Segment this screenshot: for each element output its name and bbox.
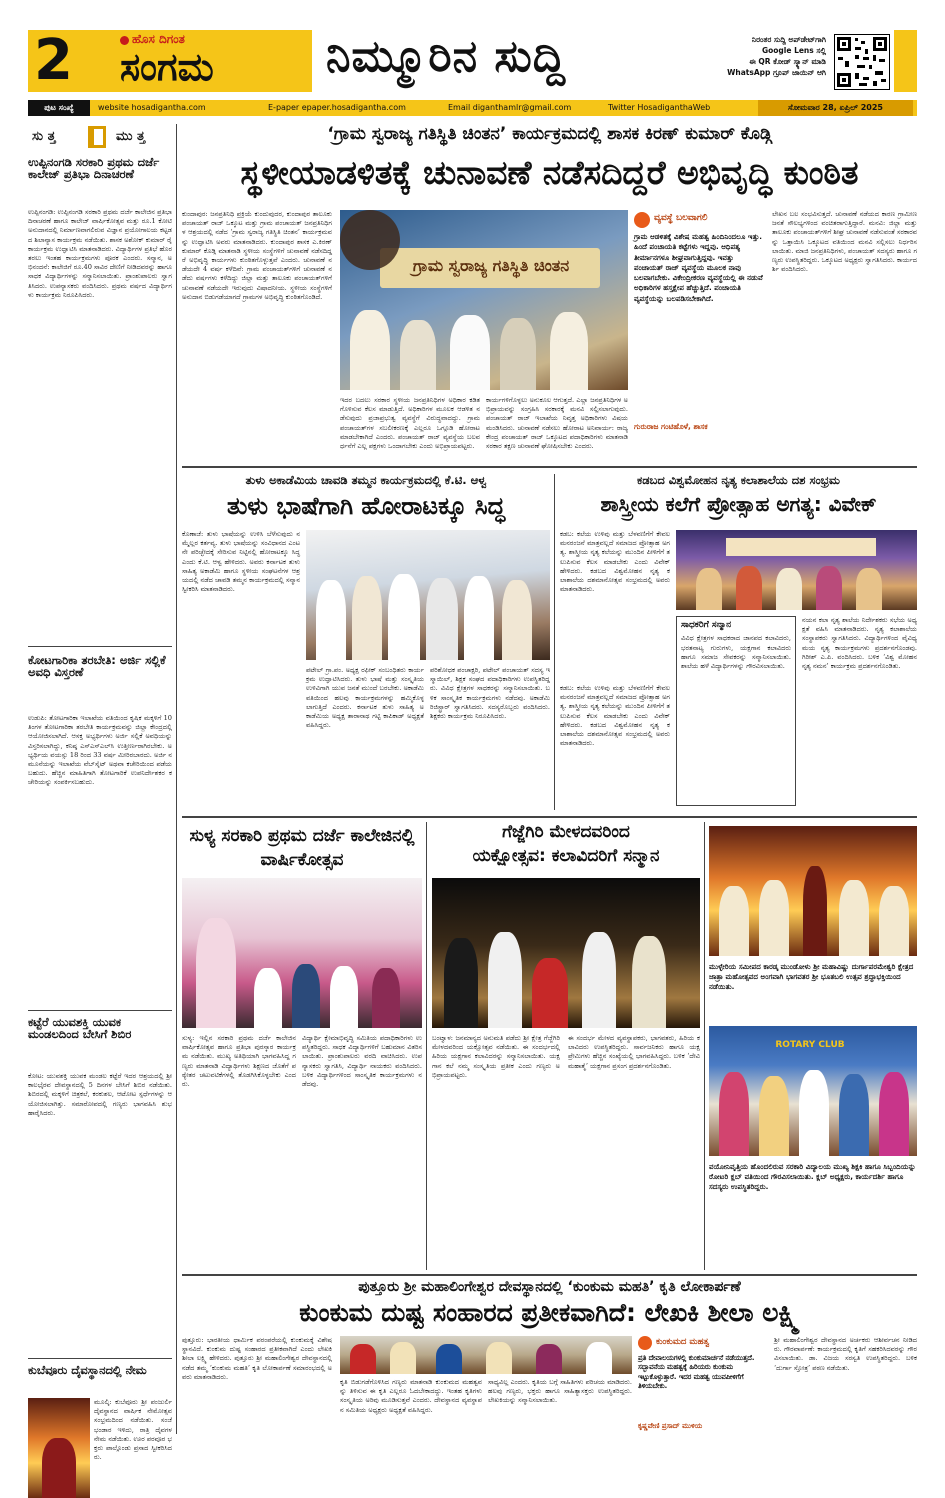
tulu-body-col3: ಪರಿಶೋಧಕ ಪಂಚಾಕ್ಷರಿ, ಪಟೇಲ್ ಪಂಚಾಯತ್ ಸದಸ್ಯ ಇಸ್ಮಾಯಿಲ್, ಶಿಕ್ಷಕ ಸಂಘದ ಪದಾಧಿಕಾರಿಗಳು ಉಪಸ್ಥಿತರಿದ್ದರು. ವಿವಿಧ ಕ್ಷೇತ್ರಗಳ ಸಾಧಕರನ್ನು ಸನ್ಮಾನಿಸಲಾಯಿತು. ಬಳಿಕ ಸಾಂಸ್ಕೃತಿಕ ಕಾರ್ಯಕ್ರಮಗಳು ನಡೆದವು. ಅಕಾಡೆಮಿ ರಿಜಿಸ್ಟ್ರಾರ್ ಸ್ವಾಗತಿಸಿದರು. ಸದಸ್ಯರೊಬ್ಬರು ವಂದಿಸಿದರು. ಶಿಕ್ಷಕರು ಕಾರ್ಯಕ್ರಮ ನಿರೂಪಿಸಿದರು. <box>430 666 550 721</box>
banner-text: ಗ್ರಾಮ ಸ್ವರಾಜ್ಯ ಗತಿಸ್ಥಿತಿ ಚಿಂತನ <box>412 256 570 275</box>
column-rule <box>554 474 555 810</box>
story-kunkuma <box>182 1278 917 1434</box>
lead-body-col3: ಕಾರ್ಯಗಳಿಗೊಳ್ಳಲು ಅನುಕೂಲ ಆಗುತ್ತದೆ. ಎಲ್ಲಾ ಜನಪ್ರತಿನಿಧಿಗಳ ಅಭಿಪ್ರಾಯವನ್ನು ಸಂಗ್ರಹಿಸಿ ಸರಕಾರಕ್ಕೆ ಮನವಿ ಸಲ್ಲಿಸಲಾಗುವುದು. ಪಂಚಾಯತ್ ರಾಜ್ ಇಲಾಖೆಯ ನಿವೃತ್ತ ಅಧಿಕಾರಿಗಳು ವಿಷಯ ಮಂಡಿಸಿದರು. ಚುನಾವಣೆ ನಡೆಸಲು ಹೋರಾಟ ಅನಿವಾರ್ಯ: ರಾಜ್ಯ ಕೇಂದ್ರ ಪಂಚಾಯತ್ ರಾಜ್ ಒಕ್ಕೂಟದ ಪದಾಧಿಕಾರಿಗಳು ಮಾತನಾಡಿ ಸರಕಾರ ತಕ್ಷಣ ಚುನಾವಣೆ ಘೋಷಿಸಬೇಕು ಎಂದರು. <box>486 396 628 451</box>
column-rule <box>426 822 427 1270</box>
sullia-photo <box>182 878 422 1028</box>
dance-body-col1b: ಕಡಬ: ಕಲೆಯ ಉಳಿವು ಮತ್ತು ಬೆಳವಣಿಗೆಗೆ ಕೇವಲ ಮನರಂಜನೆ ಮಾತ್ರವಲ್ಲದೆ ಸಮಾಜದ ಪ್ರೋತ್ಸಾಹ ಅಗತ್ಯ. ಶಾಸ್ತ್ರೀಯ ನೃತ್ಯ ಕಲೆಯನ್ನು ಮುಂದಿನ ಪೀಳಿಗೆಗೆ ತಲುಪಿಸುವ ಕೆಲಸ ಮಾಡಬೇಕು ಎಂದು ವಿವೇಕ್ ಹೇಳಿದರು. ಕಡಬದ ವಿಶ್ವಮೋಹನ ನೃತ್ಯ ಕಲಾಶಾಲೆಯ ದಶಮಾನೋತ್ಸವ ಸಂಭ್ರಮದಲ್ಲಿ ಅವರು ಮಾತನಾಡಿದರು. <box>560 684 670 748</box>
promo-block <box>696 34 826 78</box>
lead-quote-box <box>634 210 764 458</box>
column-rule <box>704 822 705 1270</box>
sullia-body-col2: ವಿದ್ಯಾರ್ಥಿ ಕ್ಷೇಮಾಭಿವೃದ್ಧಿ ಸಮಿತಿಯ ಪದಾಧಿಕಾರಿಗಳು ಉಪಸ್ಥಿತರಿದ್ದರು. ಸಾಧಕ ವಿದ್ಯಾರ್ಥಿಗಳಿಗೆ ಬಹುಮಾನ ವಿತರಿಸಲಾಯಿತು. ಪ್ರಾಂಶುಪಾಲರು ವರದಿ ವಾಚಿಸಿದರು. ಉಪನ್ಯಾಸಕರು ಸ್ವಾಗತಿಸಿ, ವಿದ್ಯಾರ್ಥಿ ನಾಯಕರು ವಂದಿಸಿದರು. ಬಳಿಕ ವಿದ್ಯಾರ್ಥಿಗಳಿಂದ ಸಾಂಸ್ಕೃತಿಕ ಕಾರ್ಯಕ್ರಮಗಳು ನಡೆದವು. <box>302 1034 422 1089</box>
sidebar-story-body: ಮೂಲ್ಕಿ: ಕುಬೆವೂರು ಶ್ರೀ ಪಂಜುರ್ಲಿ ದೈವಸ್ಥಾನದ ವಾರ್ಷಿಕ ನೇಮೋತ್ಸವ ಸಂಭ್ರಮದಿಂದ ನಡೆಯಿತು. ಸಂಜೆ ಭಂಡಾರ ಇಳಿದು, ರಾತ್ರಿ ದೈವಗಳ ನೇಮ ನಡೆಯಿತು. ಊರ ಪರವೂರ ಭಕ್ತರು ಪಾಲ್ಗೊಂಡು ಪ್ರಸಾದ ಸ್ವೀಕರಿಸಿದರು. <box>94 1398 172 1462</box>
kunkuma-kicker: ಪುತ್ತೂರು ಶ್ರೀ ಮಹಾಲಿಂಗೇಶ್ವರ ದೇವಸ್ಥಾನದಲ್ಲಿ ‘ಕುಂಕುಮ ಮಹತಿ’ ಕೃತಿ ಲೋಕಾರ್ಪಣೆ <box>358 1279 741 1295</box>
qr-code-icon[interactable] <box>834 34 890 90</box>
brand-small: ಹೊಸ ದಿಗಂತ <box>132 32 185 46</box>
sidebar-story-headline: ಉಪ್ಪಿನಂಗಡಿ ಸರಕಾರಿ ಪ್ರಥಮ ದರ್ಜೆ ಕಾಲೇಜ್ ಪ್ರತಿಭಾ ದಿನಾಚರಣೆ <box>28 155 160 182</box>
story-sullia <box>182 822 422 1270</box>
kunkuma-body-col2: ಕೃತಿ ಬಿಡುಗಡೆಗೊಳಿಸಿದ ಗಣ್ಯರು ಮಾತನಾಡಿ ಕುಂಕುಮದ ಮಹತ್ವವನ್ನು ತಿಳಿಸುವ ಈ ಕೃತಿ ಎಲ್ಲರೂ ಓದಬೇಕಾದದ್ದು. ಇಂತಹ ಕೃತಿಗಳು ಸಂಸ್ಕೃತಿಯ ಅರಿವು ಮೂಡಿಸುತ್ತವೆ ಎಂದರು. ದೇವಸ್ಥಾನದ ವ್ಯವಸ್ಥಾಪನ ಸಮಿತಿಯ ಅಧ್ಯಕ್ಷರು ಅಧ್ಯಕ್ಷತೆ ವಹಿಸಿದ್ದರು. <box>340 1378 482 1414</box>
kunkuma-body-col3: ಸಾಧ್ಯವಿಲ್ಲ ಎಂದರು. ಕೃತಿಯ ಬಗ್ಗೆ ಸಾಹಿತಿಗಳು ಪರಿಚಯ ಮಾಡಿದರು. ಹಲವು ಗಣ್ಯರು, ಭಕ್ತರು ಹಾಗೂ ಸಾಹಿತ್ಯಾಸಕ್ತರು ಉಪಸ್ಥಿತರಿದ್ದರು. ಲೇಖಕಿಯನ್ನು ಸನ್ಮಾನಿಸಲಾಯಿತು. <box>488 1378 632 1405</box>
book-icon <box>88 126 106 148</box>
promo-line: WhatsApp ಗ್ರೂಪ್ ಜಾಯಿನ್ ಆಗಿ <box>727 68 826 77</box>
promo-line: ಈ QR ಕೋಡ್ ಸ್ಕ್ಯಾನ್ ಮಾಡಿ <box>749 57 826 66</box>
lead-body-col2: ಇದರ ಬದಲು ಸರಕಾರ ಸ್ಥಳೀಯ ಜನಪ್ರತಿನಿಧಿಗಳ ಅಧಿಕಾರ ಕಡಿತಗೊಳಿಸುವ ಕೆಲಸ ಮಾಡುತ್ತಿದೆ. ಅಧಿಕಾರಿಗಳ ಮೂಲಕ ಆಡಳಿತ ನಡೆಸುವುದು ಪ್ರಜಾಪ್ರಭುತ್ವ ವ್ಯವಸ್ಥೆಗೆ ವಿರುದ್ಧವಾದದ್ದು. ಗ್ರಾಮ ಪಂಚಾಯತ್‌ಗಳ ಸಬಲೀಕರಣಕ್ಕೆ ಎಲ್ಲರೂ ಒಗ್ಗೂಡಿ ಹೋರಾಟ ಮಾಡಬೇಕಾಗಿದೆ ಎಂದರು. ಪಂಚಾಯತ್ ರಾಜ್ ವ್ಯವಸ್ಥೆಯ ಬಲವರ್ಧನೆಗೆ ಎಲ್ಲ ಪಕ್ಷಗಳು ಒಂದಾಗಬೇಕು ಎಂದು ಅಭಿಪ್ರಾಯಪಟ್ಟರು. <box>340 396 480 451</box>
kunkuma-quote-box <box>638 1336 768 1434</box>
quote-author: ಗುರುರಾಜ ಗಂಟಿಹೊಳೆ, ಶಾಸಕ <box>634 422 708 431</box>
lead-kicker: ‘ಗ್ರಾಮ ಸ್ವರಾಜ್ಯ ಗತಿಸ್ಥಿತಿ ಚಿಂತನ’ ಕಾರ್ಯಕ್ರಮದಲ್ಲಿ ಶಾಸಕ ಕಿರಣ್ ಕುಮಾರ್ ಕೊಡ್ಗಿ <box>327 124 772 144</box>
sidebar-story-body: ಕೋಟ: ಯುವಶಕ್ತಿ ಯುವಕ ಮಂಡಲ ಕಟ್ಟೆರೆ ಇದರ ಆಶ್ರಯದಲ್ಲಿ ಶ್ರೀ ಕಾಲಭೈರವ ದೇವಸ್ಥಾನದಲ್ಲಿ 5 ದಿನಗಳ ಬೇಸಿಗೆ ಶಿಬಿರ ನಡೆಯಿತು. ಶಿಬಿರದಲ್ಲಿ ಮಕ್ಕಳಿಗೆ ಚಿತ್ರಕಲೆ, ಕರಕುಶಲ, ಆಟೋಟ ಸ್ಪರ್ಧೆಗಳನ್ನು ಆಯೋಜಿಸಲಾಗಿತ್ತು. ಸಮಾರೋಪದಲ್ಲಿ ಗಣ್ಯರು ಭಾಗವಹಿಸಿ ಶುಭ ಹಾರೈಸಿದರು. <box>28 1072 172 1117</box>
divider <box>28 1358 172 1359</box>
twitter-link[interactable]: Twitter HosadiganthaWeb <box>608 103 711 112</box>
dance-body-col1: ಕಡಬ: ಕಲೆಯ ಉಳಿವು ಮತ್ತು ಬೆಳವಣಿಗೆಗೆ ಕೇವಲ ಮನರಂಜನೆ ಮಾತ್ರವಲ್ಲದೆ ಸಮಾಜದ ಪ್ರೋತ್ಸಾಹ ಅಗತ್ಯ. ಶಾಸ್ತ್ರೀಯ ನೃತ್ಯ ಕಲೆಯನ್ನು ಮುಂದಿನ ಪೀಳಿಗೆಗೆ ತಲುಪಿಸುವ ಕೆಲಸ ಮಾಡಬೇಕು ಎಂದು ವಿವೇಕ್ ಹೇಳಿದರು. ಕಡಬದ ವಿಶ್ವಮೋಹನ ನೃತ್ಯ ಕಲಾಶಾಲೆಯ ದಶಮಾನೋತ್ಸವ ಸಂಭ್ರಮದಲ್ಲಿ ಅವರು ಮಾತನಾಡಿದರು. <box>560 530 670 594</box>
sidebar-label-right: ಮು ತ್ತ <box>116 129 146 144</box>
info-bar <box>28 100 917 116</box>
yaksha-headline-line2: ಯಕ್ಷೋತ್ಸವ: ಕಲಾವಿದರಿಗೆ ಸನ್ಮಾನ <box>472 846 660 866</box>
sullia-headline: ಸುಳ್ಯ ಸರಕಾರಿ ಪ್ರಥಮ ದರ್ಜೆ ಕಾಲೇಜಿನಲ್ಲಿ ವಾರ್ಷಿಕೋತ್ಸವ <box>189 826 415 870</box>
rotary-photo <box>709 1026 917 1156</box>
story-yaksha <box>432 822 700 1270</box>
sidebar-story-headline: ಕಟ್ಟೆರೆ ಯುವಶಕ್ತಿ ಯುವಕ ಮಂಡಲದಿಂದ ಬೇಸಿಗೆ ಶಿಬಿರ <box>28 1015 132 1042</box>
kunkuma-photo <box>340 1336 632 1374</box>
quote-text: ಗ್ರಾಮ ಆಡಳಿತಕ್ಕೆ ವಿಶೇಷ ಮಹತ್ವ ಹಿಂದಿನಿಂದಲೂ ಇತ್ತು. ಹಿಂದೆ ಪಂಚಾಯತಿ ಕಟ್ಟೆಗಳು ಇದ್ದವು. ಆಧಿಪತ್ಯ ತೀರ್ಮಾನಗಳೂ ಶೀಘ್ರವಾಗುತ್ತಿದ್ದವು. ಇವತ್ತು ಪಂಚಾಯತ್ ರಾಜ್ ವ್ಯವಸ್ಥೆಯ ಮೂಲಕ ನಾವು ಬಲವಾಗಬೇಕು. ವಿಕೇಂದ್ರೀಕರಣ ವ್ಯವಸ್ಥೆಯಲ್ಲಿ ಈ ನಡುವೆ ಅಧಿಕಾರಿಗಳ ಹಸ್ತಕ್ಷೇಪ ಹೆಚ್ಚುತ್ತಿದೆ. ಪಂಚಾಯತಿ ವ್ಯವಸ್ಥೆಯನ್ನು ಬಲಪಡಿಸಬೇಕಾಗಿದೆ. <box>634 232 763 303</box>
tulu-photo <box>306 530 550 660</box>
kunkuma-quote-label: ಕುಂಕುಮದ ಮಹತ್ವ <box>656 1337 710 1347</box>
yaksha-body-col1: ಬಂಟ್ವಾಳ: ಜನಮಾನ್ಯದ ಅನುಮತಿ ಪಡೆದು ಶ್ರೀ ಕ್ಷೇತ್ರ ಗೆಜ್ಜೆಗಿರಿ ಮೇಳದವರಿಂದ ಯಕ್ಷೋತ್ಸವ ನಡೆಯಿತು. ಈ ಸಂದರ್ಭದಲ್ಲಿ ಹಿರಿಯ ಯಕ್ಷಗಾನ ಕಲಾವಿದರನ್ನು ಸನ್ಮಾನಿಸಲಾಯಿತು. ಯಕ್ಷಗಾನ ಕಲೆ ನಮ್ಮ ಸಂಸ್ಕೃತಿಯ ಪ್ರತೀಕ ಎಂದು ಗಣ್ಯರು ಅಭಿಪ್ರಾಯಪಟ್ಟರು. <box>432 1034 560 1079</box>
website-link[interactable]: website hosadigantha.com <box>98 103 206 112</box>
temple-caption: ಮುಳ್ಳೇರಿಯ ಸಮೀಪದ ಕಾರಡ್ಕ ಮುಂಡೋಳು ಶ್ರೀ ಮಹಾವಿಷ್ಣು ದುರ್ಗಾಪರಮೇಶ್ವರಿ ಕ್ಷೇತ್ರದ ಜಾತ್ರಾ ಮಹೋತ್ಸವದ ಅಂಗವಾಗಿ ಭಾಗವತರ ಶ್ರೀ ಭೂತಬಲಿ ಉತ್ಸವ ಶ್ರದ್ಧಾಭಕ್ತಿಯಿಂದ ನಡೆಯಿತು. <box>709 962 914 991</box>
quote-label: ವ್ಯವಸ್ಥೆ ಬಲವಾಗಲಿ <box>654 213 708 223</box>
dance-headline: ಶಾಸ್ತ್ರೀಯ ಕಲೆಗೆ ಪ್ರೋತ್ಸಾಹ ಅಗತ್ಯ: ವಿವೇಕ್ <box>600 492 877 516</box>
email-link[interactable]: Email diganthamlr@gmail.com <box>448 103 572 112</box>
sidebar-story-headline: ಕುಬೆವೂರು ದೈವಸ್ಥಾನದಲ್ಲಿ ನೇಮ <box>28 1363 147 1377</box>
kunkuma-quote-author: ಕೃಷ್ಣವೇಣಿ ಪ್ರಸಾದ್ ಮುಳಿಯ <box>638 1422 703 1430</box>
sidebar-header <box>28 124 172 150</box>
deity-photo <box>28 1398 90 1498</box>
yaksha-body-col2: ಈ ಸಂದರ್ಭ ಮೇಳದ ವ್ಯವಸ್ಥಾಪಕರು, ಭಾಗವತರು, ಹಿರಿಯ ಕಲಾವಿದರು ಉಪಸ್ಥಿತರಿದ್ದರು. ಸಾರ್ವಜನಿಕರು ಹಾಗೂ ಯಕ್ಷಪ್ರೇಮಿಗಳು ಹೆಚ್ಚಿನ ಸಂಖ್ಯೆಯಲ್ಲಿ ಭಾಗವಹಿಸಿದ್ದರು. ಬಳಿಕ ‘ದೇವಿ ಮಹಾತ್ಮೆ’ ಯಕ್ಷಗಾನ ಪ್ರಸಂಗ ಪ್ರದರ್ಶನಗೊಂಡಿತು. <box>568 1034 700 1070</box>
epaper-link[interactable]: E-paper epaper.hosadigantha.com <box>268 103 406 112</box>
section-title: ನಿಮ್ಮೂರಿನ ಸುದ್ದಿ <box>326 31 567 82</box>
page-number: 2 <box>34 28 73 93</box>
lead-body-col1: ಕುಂದಾಪುರ: ಜನಪ್ರತಿನಿಧಿ ಪ್ರಕ್ರಿಯೆ ಕುಂದುವುದರ, ಕುಂದಾಪುರ ತಾಲೂಕು ಪಂಚಾಯತ್ ರಾಜ್ ಒಕ್ಕೂಟ ಮತ್ತು ಗ್ರಾಮ ಪಂಚಾಯತ್ ಜನಪ್ರತಿನಿಧಿಗಳ ಆಶ್ರಯದಲ್ಲಿ ನಡೆದ ‘ಗ್ರಾಮ ಸ್ವರಾಜ್ಯ ಗತಿಸ್ಥಿತಿ ಚಿಂತನ’ ಕಾರ್ಯಕ್ರಮವನ್ನು ಉದ್ಘಾಟಿಸಿ ಅವರು ಮಾತನಾಡಿದರು. ಕುಂದಾಪುರ ಶಾಸಕ ಎ.ಕಿರಣ್ ಕುಮಾರ್ ಕೊಡ್ಗಿ ಮಾತನಾಡಿ ಸ್ಥಳೀಯ ಸಂಸ್ಥೆಗಳಿಗೆ ಚುನಾವಣೆ ನಡೆಸದಿದ್ದರೆ ಅಭಿವೃದ್ಧಿ ಕಾರ್ಯಗಳು ಕುಂಠಿತಗೊಳ್ಳುತ್ತವೆ ಎಂದರು. ಚುನಾವಣೆ ನಡೆಯದೇ 4 ವರ್ಷ ಕಳೆದಿವೆ: ಗ್ರಾಮ ಪಂಚಾಯತ್‌ಗಳಿಗೆ ಚುನಾವಣೆ ನಡೆದು ವರ್ಷಗಳು ಕಳೆದಿದ್ದು ಜಿಲ್ಲಾ ಮತ್ತು ತಾಲೂಕು ಪಂಚಾಯತ್‌ಗಳಿಗೆ ಚುನಾವಣೆ ನಡೆಯದೇ ಇರುವುದು ವಿಷಾದನೀಯ. ಸ್ಥಳೀಯ ಸಂಸ್ಥೆಗಳಿಗೆ ಅನುದಾನ ಬಿಡುಗಡೆಯಾಗದೆ ಗ್ರಾಮಗಳ ಅಭಿವೃದ್ಧಿ ಕುಂಠಿತಗೊಂಡಿದೆ. <box>182 210 332 301</box>
qr-side-strip <box>894 30 917 92</box>
sidebar-story-headline: ಕೋಟಗಾರಿಕಾ ತರಬೇತಿ: ಅರ್ಜಿ ಸಲ್ಲಿಕೆ ಅವಧಿ ವಿಸ್ತರಣೆ <box>28 653 166 680</box>
lead-headline: ಸ್ಥಳೀಯಾಡಳಿತಕ್ಕೆ ಚುನಾವಣೆ ನಡೆಸದಿದ್ದರೆ ಅಭಿವೃದ್ಧಿ ಕುಂಠಿತ <box>240 153 859 192</box>
tulu-kicker: ತುಳು ಅಕಾಡೆಮಿಯ ಚಾವಡಿ ತಮ್ಮನ ಕಾರ್ಯಕ್ರಮದಲ್ಲಿ ಕೆ.ಟಿ. ಆಳ್ವ <box>245 473 487 487</box>
dance-body-col2: ನಯನ ಕಲಾ ನೃತ್ಯ ಶಾಲೆಯ ನಿರ್ದೇಶಕರು ಸಭೆಯ ಅಧ್ಯಕ್ಷತೆ ವಹಿಸಿ ಮಾತನಾಡಿದರು. ನೃತ್ಯ ಕಲಾಶಾಲೆಯ ಸಂಸ್ಥಾಪಕರು ಸ್ವಾಗತಿಸಿದರು. ವಿದ್ಯಾರ್ಥಿಗಳಿಂದ ವೈವಿಧ್ಯಮಯ ನೃತ್ಯ ಕಾರ್ಯಕ್ರಮಗಳು ಪ್ರದರ್ಶನಗೊಂಡವು. ಗಿರೀಶ್ ಎ.ಪಿ. ವಂದಿಸಿದರು. ಬಳಿಕ ‘ವಿಶ್ವ ಮೋಹನ ನೃತ್ಯ ನಮನ’ ಕಾರ್ಯಕ್ರಮ ಪ್ರದರ್ಶನಗೊಂಡಿತು. <box>802 616 917 671</box>
photo-column <box>709 826 917 1270</box>
brand-logo-dot <box>120 36 129 45</box>
divider <box>28 646 172 647</box>
info-label: ಪುಟ ಸಂಖ್ಯೆ <box>28 100 90 116</box>
achievers-box-title: ಸಾಧಕರಿಗೆ ಸನ್ಮಾನ <box>681 620 732 630</box>
sidebar <box>28 124 172 1462</box>
brand-name: ಸಂಗಮ <box>120 45 214 89</box>
temple-photo <box>709 826 917 956</box>
story-tulu <box>182 474 550 810</box>
column-rule <box>176 124 177 1434</box>
quote-icon <box>634 212 650 228</box>
lead-body-col4: ಲೇಖನ ಬಲ ಸಂಭವಿಸುತ್ತದೆ. ಚುನಾವಣೆ ನಡೆಯದ ಕಾರಣ ಗ್ರಾಮೀಣ ಜನತೆ ಸೌಲಭ್ಯಗಳಿಂದ ವಂಚಿತರಾಗುತ್ತಿದ್ದಾರೆ. ಮನವಿ: ಜಿಲ್ಲಾ ಮತ್ತು ತಾಲೂಕು ಪಂಚಾಯತ್‌ಗಳಿಗೆ ಶೀಘ್ರ ಚುನಾವಣೆ ನಡೆಸುವಂತೆ ಸರಕಾರವನ್ನು ಒತ್ತಾಯಿಸಿ ಒಕ್ಕೂಟದ ವತಿಯಿಂದ ಮನವಿ ಸಲ್ಲಿಸಲು ನಿರ್ಧರಿಸಲಾಯಿತು. ಮಾಜಿ ಜನಪ್ರತಿನಿಧಿಗಳು, ಪಂಚಾಯತ್ ಸದಸ್ಯರು ಹಾಗೂ ಗಣ್ಯರು ಉಪಸ್ಥಿತರಿದ್ದರು. ಒಕ್ಕೂಟದ ಅಧ್ಯಕ್ಷರು ಸ್ವಾಗತಿಸಿದರು. ಕಾರ್ಯದರ್ಶಿ ವಂದಿಸಿದರು. <box>772 210 918 274</box>
yaksha-headline-line1: ಗೆಜ್ಜೆಗಿರಿ ಮೇಳದವರಿಂದ <box>502 822 630 842</box>
achievers-box <box>676 616 796 806</box>
sidebar-story-body: ಉಪ್ಪಿನಂಗಡಿ: ಉಪ್ಪಿನಂಗಡಿ ಸರಕಾರಿ ಪ್ರಥಮ ದರ್ಜೆ ಕಾಲೇಜಿನ ಪ್ರತಿಭಾ ದಿನಾಚರಣೆ ಹಾಗೂ ಕಾಲೇಜ್ ವಾರ್ಷಿಕೋತ್ಸವ ಮತ್ತು ರೂ.1 ಕೋಟಿ ಅನುದಾನದಲ್ಲಿ ನಿರ್ಮಾಣವಾಗಲಿರುವ ವಿಜ್ಞಾನ ಪ್ರಯೋಗಾಲಯ ಕಟ್ಟಡದ ಶಿಲಾನ್ಯಾಸ ಕಾರ್ಯಕ್ರಮ ನಡೆಯಿತು. ಶಾಸಕ ಅಶೋಕ್ ಕುಮಾರ್ ರೈ ಕಾರ್ಯಕ್ರಮ ಉದ್ಘಾಟಿಸಿ ಮಾತನಾಡಿದರು. ವಿದ್ಯಾರ್ಥಿಗಳ ಪ್ರತಿಭೆ ಹೊರತರಲು ಇಂತಹ ಕಾರ್ಯಕ್ರಮಗಳು ಪೂರಕ ಎಂದರು. ಸನ್ಮಾನ, ಅಭಿನಂದನೆ: ಕಾಲೇಜಿಗೆ ರೂ.40 ಸಾವಿರ ದೇಣಿಗೆ ನೀಡಿದವರನ್ನು ಹಾಗೂ ಸಾಧಕ ವಿದ್ಯಾರ್ಥಿಗಳನ್ನು ಸನ್ಮಾನಿಸಲಾಯಿತು. ಪ್ರಾಂಶುಪಾಲರು ಸ್ವಾಗತಿಸಿದರು. ಉಪನ್ಯಾಸಕರು ವಂದಿಸಿದರು. ಪ್ರಥಮ ವರ್ಷದ ವಿದ್ಯಾರ್ಥಿಗಳು ಕಾರ್ಯಕ್ರಮ ನಿರೂಪಿಸಿದರು. <box>28 208 172 299</box>
story-dance <box>560 474 917 810</box>
tulu-body-col1: ಕೊಣಾಜೆ: ತುಳು ಭಾಷೆಯನ್ನು ಉಳಿಸಿ ಬೆಳೆಸುವುದು ನಮ್ಮೆಲ್ಲರ ಕರ್ತವ್ಯ. ತುಳು ಭಾಷೆಯನ್ನು ಸಂವಿಧಾನದ ಎಂಟನೇ ಪರಿಚ್ಛೇದಕ್ಕೆ ಸೇರಿಸುವ ನಿಟ್ಟಿನಲ್ಲಿ ಹೋರಾಟಕ್ಕೂ ಸಿದ್ಧ ಎಂದು ಕೆ.ಟಿ. ಆಳ್ವ ಹೇಳಿದರು. ಅವರು ಕರ್ನಾಟಕ ತುಳು ಸಾಹಿತ್ಯ ಅಕಾಡೆಮಿ ಹಾಗೂ ಸ್ಥಳೀಯ ಸಂಘಟನೆಗಳ ಆಶ್ರಯದಲ್ಲಿ ನಡೆದ ಚಾವಡಿ ತಮ್ಮನ ಕಾರ್ಯಕ್ರಮದಲ್ಲಿ ಸನ್ಮಾನ ಸ್ವೀಕರಿಸಿ ಮಾತನಾಡಿದರು. <box>182 530 300 594</box>
promo-line: ನಿರಂತರ ಸುದ್ದಿ ಅಪ್‌ಡೇಟ್‌ಗಾಗಿ <box>751 35 826 44</box>
kunkuma-body-col1: ಪುತ್ತೂರು: ಭಾರತೀಯ ಧಾರ್ಮಿಕ ಪರಂಪರೆಯಲ್ಲಿ ಕುಂಕುಮಕ್ಕೆ ವಿಶೇಷ ಸ್ಥಾನವಿದೆ. ಕುಂಕುಮ ದುಷ್ಟ ಸಂಹಾರದ ಪ್ರತೀಕವಾಗಿದೆ ಎಂದು ಲೇಖಕಿ ಶೀಲಾ ಲಕ್ಷ್ಮಿ ಹೇಳಿದರು. ಪುತ್ತೂರು ಶ್ರೀ ಮಹಾಲಿಂಗೇಶ್ವರ ದೇವಸ್ಥಾನದಲ್ಲಿ ನಡೆದ ತಮ್ಮ ‘ಕುಂಕುಮ ಮಹತಿ’ ಕೃತಿ ಲೋಕಾರ್ಪಣೆ ಸಮಾರಂಭದಲ್ಲಿ ಅವರು ಮಾತನಾಡಿದರು. <box>182 1336 332 1381</box>
masthead <box>28 30 917 92</box>
promo-line: Google Lens ಸಲ್ಲಿ <box>761 46 826 55</box>
kunkuma-quote-text: ಪ್ರತಿ ದೇವಾಲಯಗಳಲ್ಲಿ ಕುಂಕುಮಾರ್ಚನೆ ನಡೆಯುತ್ತದೆ. ಸದ್ಭಾವನೆಯ ಮಹತ್ವಕ್ಕೆ ಹಿರಿಯರು ಕುಂಕುಮ ಇಟ್ಟುಕೊಳ್ಳುತ್ತಾರೆ. ಇದರ ಮಹತ್ವ ಯುವಪೀಳಿಗೆಗೆ ತಿಳಿಯಬೇಕು. <box>638 1354 755 1391</box>
dance-photo <box>676 530 917 610</box>
kunkuma-body-col4: ಶ್ರೀ ಮಹಾಲಿಂಗೇಶ್ವರ ದೇವಸ್ಥಾನದ ಅರ್ಚಕರು ಆಶೀರ್ವಚನ ನೀಡಿದರು. ಗೌರವಾರ್ಪಣೆ: ಕಾರ್ಯಕ್ರಮದಲ್ಲಿ ಕೃತಿಗೆ ಸಹಕರಿಸಿದವರನ್ನು ಗೌರವಿಸಲಾಯಿತು. ಡಾ. ವಿಜಯ ಸರಸ್ವತಿ ಉಪಸ್ಥಿತರಿದ್ದರು. ಬಳಿಕ ‘ದುರ್ಗಾ ಸ್ತೋತ್ರ’ ಪಠಣ ನಡೆಯಿತು. <box>774 1336 917 1372</box>
divider <box>182 466 917 468</box>
lead-story <box>182 124 917 460</box>
yaksha-photo <box>432 878 700 1028</box>
kunkuma-headline: ಕುಂಕುಮ ದುಷ್ಟ ಸಂಹಾರದ ಪ್ರತೀಕವಾಗಿದೆ: ಲೇಖಕಿ ಶೀಲಾ ಲಕ್ಷ್ಮಿ <box>299 1298 800 1327</box>
divider <box>28 1010 172 1011</box>
lead-photo <box>340 210 628 390</box>
sidebar-label-left: ಸು ತ್ತ <box>32 129 56 144</box>
tulu-body-col2: ಪಟೇಲ್ ಗ್ರಾ.ಪಂ. ಅಧ್ಯಕ್ಷ ರಫೀಕ್ ಸಂಬಂಧಿತರು ಕಾರ್ಯಕ್ರಮ ಉದ್ಘಾಟಿಸಿದರು. ತುಳು ಭಾಷೆ ಮತ್ತು ಸಂಸ್ಕೃತಿಯ ಉಳಿವಿಗಾಗಿ ಯುವ ಜನತೆ ಮುಂದೆ ಬರಬೇಕು. ಅಕಾಡೆಮಿ ವತಿಯಿಂದ ಹಲವು ಕಾರ್ಯಕ್ರಮಗಳನ್ನು ಹಮ್ಮಿಕೊಳ್ಳಲಾಗುತ್ತಿದೆ ಎಂದರು. ಕರ್ನಾಟಕ ತುಳು ಸಾಹಿತ್ಯ ಅಕಾಡೆಮಿಯ ಅಧ್ಯಕ್ಷ ತಾರಾನಾಥ ಗಟ್ಟಿ ಕಾಪಿಕಾಡ್ ಅಧ್ಯಕ್ಷತೆ ವಹಿಸಿದ್ದರು. <box>306 666 424 730</box>
sullia-body-col1: ಸುಳ್ಯ: ಇಲ್ಲಿನ ಸರಕಾರಿ ಪ್ರಥಮ ದರ್ಜೆ ಕಾಲೇಜಿನ ವಾರ್ಷಿಕೋತ್ಸವ ಹಾಗೂ ಪ್ರತಿಭಾ ಪುರಸ್ಕಾರ ಕಾರ್ಯಕ್ರಮ ನಡೆಯಿತು. ಮುಖ್ಯ ಅತಿಥಿಯಾಗಿ ಭಾಗವಹಿಸಿದ್ದ ಗಣ್ಯರು ಮಾತನಾಡಿ ವಿದ್ಯಾರ್ಥಿಗಳು ಶಿಕ್ಷಣದ ಜೊತೆಗೆ ಪಠ್ಯೇತರ ಚಟುವಟಿಕೆಗಳಲ್ಲಿ ತೊಡಗಿಸಿಕೊಳ್ಳಬೇಕು ಎಂದರು. <box>182 1034 296 1089</box>
sidebar-story-body: ಉಡುಪಿ: ತೋಟಗಾರಿಕಾ ಇಲಾಖೆಯ ವತಿಯಿಂದ ಕೃಷಿಕ ಮಕ್ಕಳಿಗೆ 10 ತಿಂಗಳ ತೋಟಗಾರಿಕಾ ತರಬೇತಿ ಕಾರ್ಯಕ್ರಮವನ್ನು ಜಿಲ್ಲಾ ಕೇಂದ್ರದಲ್ಲಿ ಆಯೋಜಿಸಲಾಗಿದೆ. ಆಸಕ್ತ ಅಭ್ಯರ್ಥಿಗಳು ಅರ್ಜಿ ಸಲ್ಲಿಕೆ ಅವಧಿಯನ್ನು ವಿಸ್ತರಿಸಲಾಗಿದ್ದು, ಕನಿಷ್ಠ ಎಸ್‌ಎಸ್‌ಎಲ್‌ಸಿ ಉತ್ತೀರ್ಣರಾಗಿರಬೇಕು. ಅಭ್ಯರ್ಥಿಯ ವಯಸ್ಸು 18 ರಿಂದ 33 ವರ್ಷ ಮೀರಿರಬಾರದು. ಅರ್ಜಿ ನಮೂನೆಯನ್ನು ಇಲಾಖೆಯ ವೆಬ್‌ಸೈಟ್ ಅಥವಾ ಕಚೇರಿಯಿಂದ ಪಡೆಯಬಹುದು. ಹೆಚ್ಚಿನ ಮಾಹಿತಿಗಾಗಿ ತೋಟಗಾರಿಕೆ ಉಪನಿರ್ದೇಶಕರ ಕಚೇರಿಯನ್ನು ಸಂಪರ್ಕಿಸಬಹುದು. <box>28 714 172 787</box>
issue-date: ಸೋಮವಾರ 28, ಏಪ್ರಿಲ್ 2025 <box>758 100 913 116</box>
rotary-caption: ವಯೋನಿವೃತ್ತಿಯ ಹೊಂದಲಿರುವ ಸರಕಾರಿ ವಿದ್ಯಾಲಯ ಮುಖ್ಯ ಶಿಕ್ಷಕಿ ಹಾಗೂ ಸಿಬ್ಬಂದಿಯನ್ನು ರೋಟರಿ ಕ್ಲಬ್ ವತಿಯಿಂದ ಗೌರವಿಸಲಾಯಿತು. ಕ್ಲಬ್ ಅಧ್ಯಕ್ಷರು, ಕಾರ್ಯದರ್ಶಿ ಹಾಗೂ ಸದಸ್ಯರು ಉಪಸ್ಥಿತರಿದ್ದರು. <box>709 1162 916 1191</box>
dance-kicker: ಕಡಬದ ವಿಶ್ವಮೋಹನ ನೃತ್ಯ ಕಲಾಶಾಲೆಯ ದಶ ಸಂಭ್ರಮ <box>637 473 840 487</box>
quote-icon <box>638 1336 652 1350</box>
divider <box>182 816 917 818</box>
tulu-headline: ತುಳು ಭಾಷೆಗಾಗಿ ಹೋರಾಟಕ್ಕೂ ಸಿದ್ಧ <box>226 492 506 520</box>
achievers-box-text: ವಿವಿಧ ಕ್ಷೇತ್ರಗಳ ಸಾಧಕರಾದ ಜಾನಪದ ಕಲಾವಿದರು, ಭರತನಾಟ್ಯ ಗುರುಗಳು, ಯಕ್ಷಗಾನ ಕಲಾವಿದರು ಹಾಗೂ ಸಮಾಜ ಸೇವಕರನ್ನು ಸನ್ಮಾನಿಸಲಾಯಿತು. ಶಾಲೆಯ ಹಳೆ ವಿದ್ಯಾರ್ಥಿಗಳನ್ನು ಗೌರವಿಸಲಾಯಿತು. <box>681 634 791 671</box>
divider <box>182 1274 917 1276</box>
rotary-banner: ROTARY CLUB <box>775 1040 845 1050</box>
